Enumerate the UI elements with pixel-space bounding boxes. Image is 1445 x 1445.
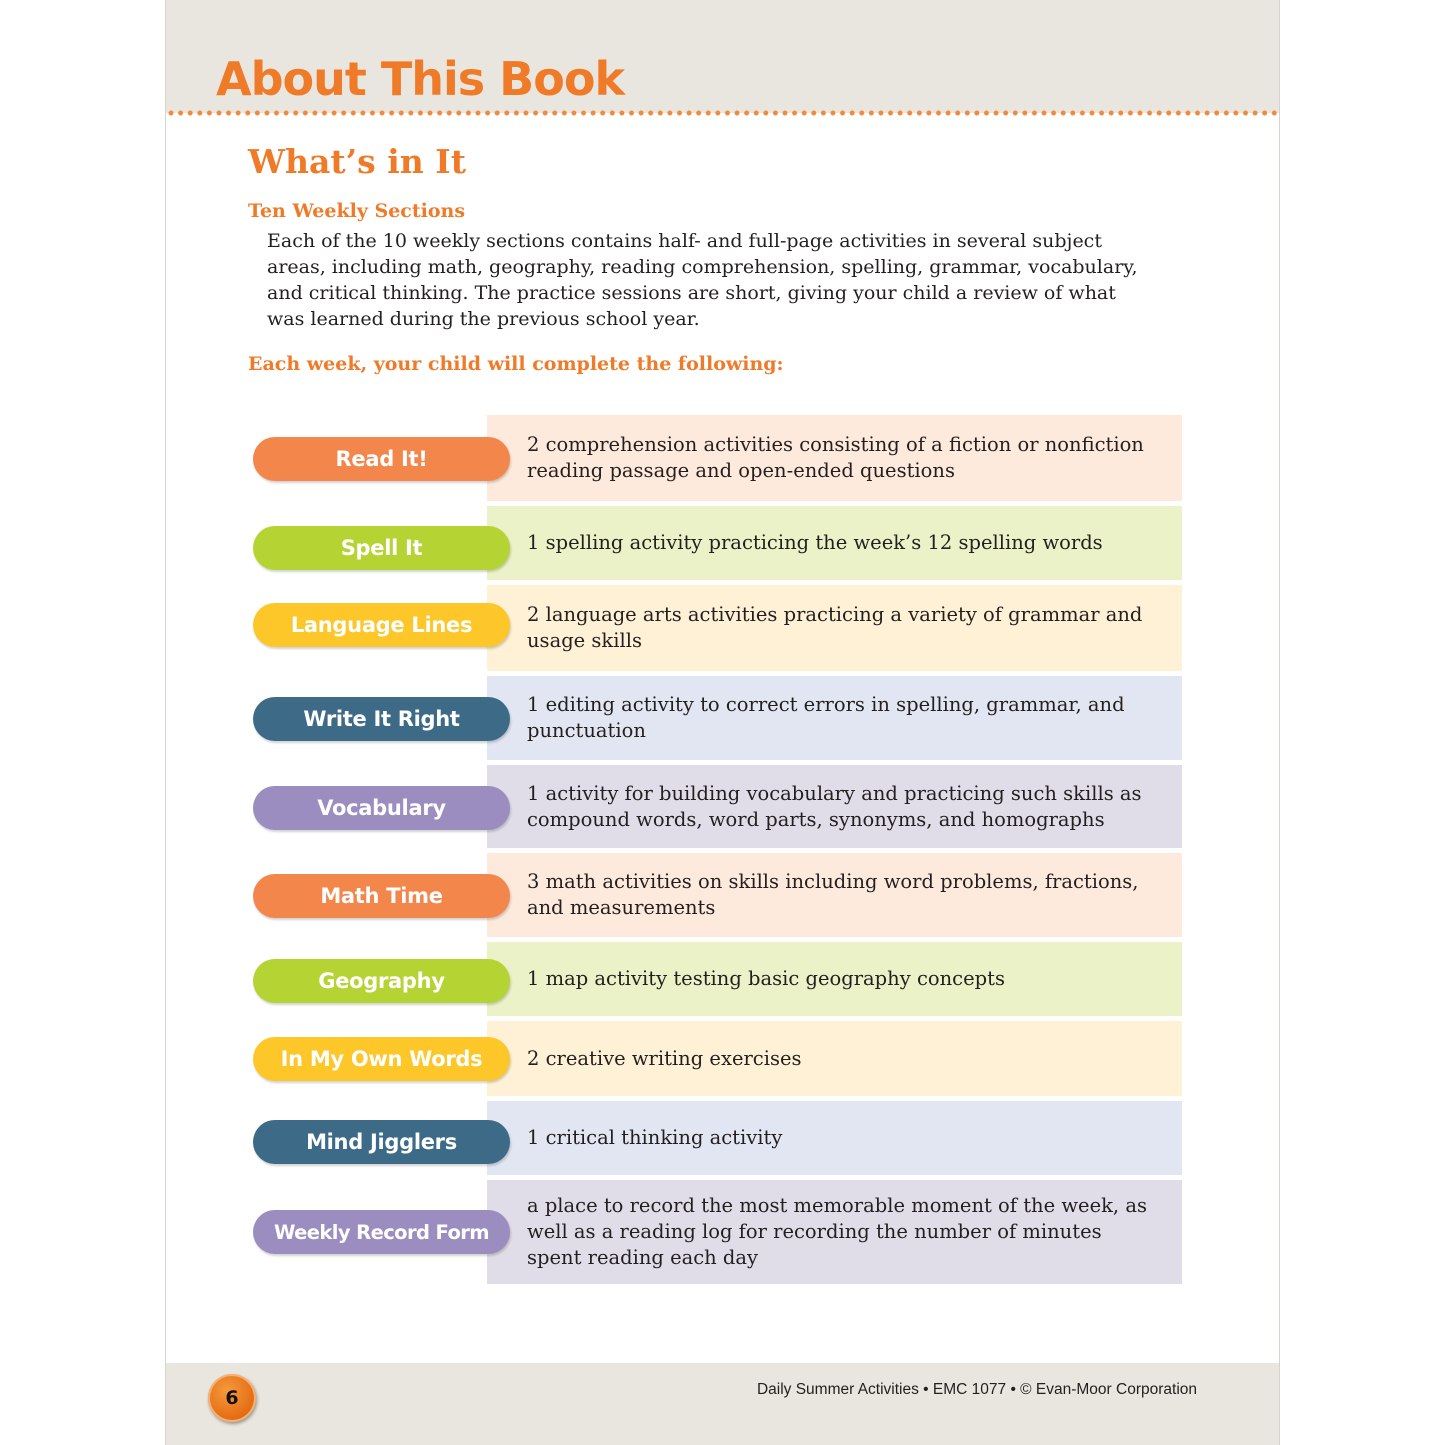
activity-row-vocabulary (253, 765, 1183, 848)
lead-in-text: Each week, your child will complete the following: (248, 353, 784, 375)
activity-description: 3 math activities on skills including word problems, fractions, and measurements (487, 853, 1182, 937)
activity-row-language-lines (253, 585, 1183, 671)
activity-description: 1 map activity testing basic geography concepts (487, 942, 1182, 1016)
sub-heading: Ten Weekly Sections (248, 200, 466, 222)
activity-row-read-it (253, 415, 1183, 501)
activity-pill: Mind Jigglers (253, 1120, 510, 1164)
footer-credit: Daily Summer Activities • EMC 1077 • © Evan-Moor Corporation (756, 1381, 1197, 1398)
footer-band (166, 1363, 1279, 1445)
activity-row-weekly-record-form (253, 1180, 1183, 1284)
activity-row-math-time (253, 853, 1183, 937)
activity-pill: Spell It (253, 526, 510, 570)
activity-pill: In My Own Words (253, 1037, 510, 1081)
activity-description: 1 activity for building vocabulary and practicing such skills as compound words, word parts, synonyms, and homographs (487, 765, 1182, 848)
activity-description: 1 spelling activity practicing the week’s 12 spelling words (487, 506, 1182, 580)
activity-pill: Read It! (253, 437, 510, 481)
activity-description: 1 critical thinking activity (487, 1101, 1182, 1175)
page-number-badge: 6 (208, 1374, 256, 1422)
activity-row-mind-jigglers (253, 1101, 1183, 1175)
activity-pill: Vocabulary (253, 786, 510, 830)
activity-row-geography (253, 942, 1183, 1016)
activity-pill: Geography (253, 959, 510, 1003)
dotted-divider (166, 108, 1279, 118)
activity-description: 2 comprehension activities consisting of a fiction or nonfiction reading passage and open-ended questions (487, 415, 1182, 501)
activity-row-write-it-right (253, 676, 1183, 760)
activity-pill: Write It Right (253, 697, 510, 741)
activity-pill: Language Lines (253, 603, 510, 647)
section-heading: What’s in It (248, 142, 466, 181)
activity-row-in-my-own-words (253, 1021, 1183, 1096)
page-title: About This Book (216, 52, 625, 106)
activity-description: 2 creative writing exercises (487, 1021, 1182, 1096)
activity-description: 1 editing activity to correct errors in spelling, grammar, and punctuation (487, 676, 1182, 760)
activity-description: a place to record the most memorable moment of the week, as well as a reading log for recording the number of minutes spent reading each day (487, 1180, 1182, 1284)
book-page (165, 0, 1280, 1445)
activity-pill: Weekly Record Form (253, 1210, 510, 1254)
intro-paragraph: Each of the 10 weekly sections contains half- and full-page activities in several subject areas, including math, geography, reading comprehension, spelling, grammar, vocabulary, and critical thinking. The practice sessions are short, giving your child a review of what was learned during the previous school year. (267, 230, 1138, 330)
activity-row-spell-it (253, 506, 1183, 580)
activity-pill: Math Time (253, 874, 510, 918)
activity-description: 2 language arts activities practicing a variety of grammar and usage skills (487, 585, 1182, 671)
